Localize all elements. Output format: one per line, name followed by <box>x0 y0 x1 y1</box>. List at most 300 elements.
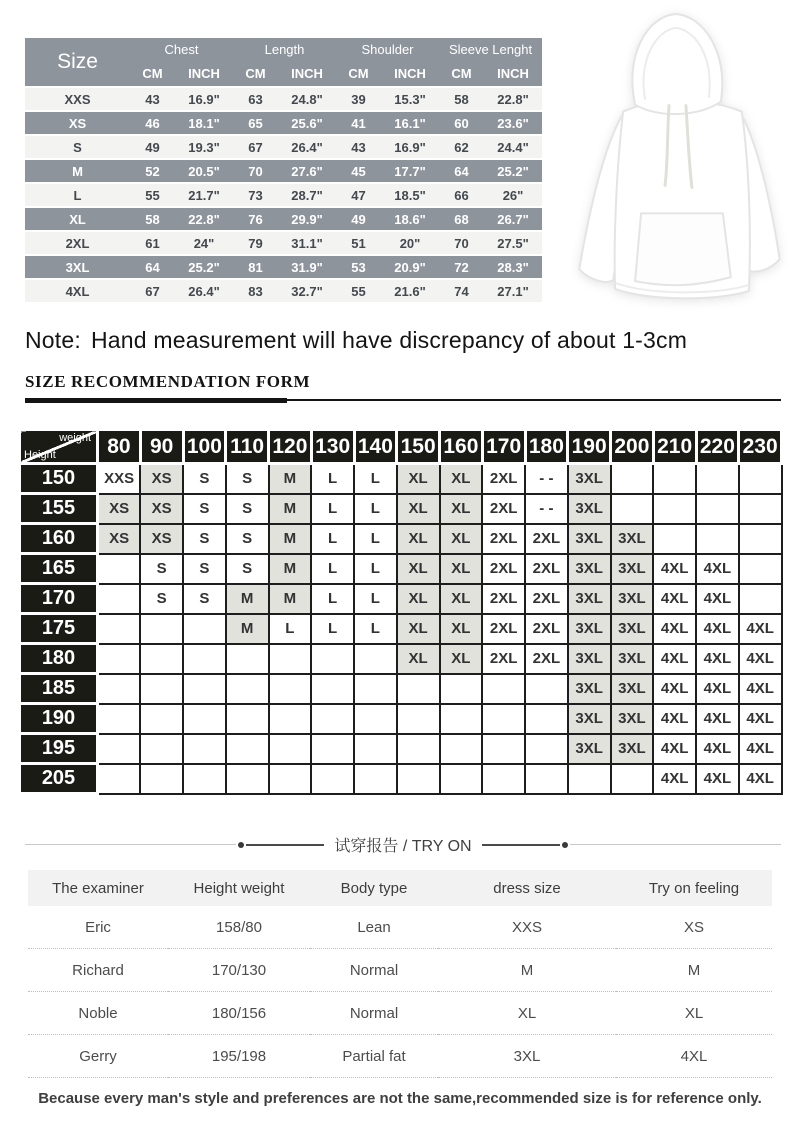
recommended-size-cell: M <box>269 584 312 614</box>
try-on-header-row <box>28 870 772 906</box>
recommended-size-cell <box>311 644 354 674</box>
recommended-size-cell <box>525 704 568 734</box>
note-label: Note: <box>25 327 81 353</box>
recommended-size-cell: XS <box>98 494 141 524</box>
size-label: M <box>25 159 130 183</box>
try-on-row <box>28 949 772 992</box>
recommended-size-cell: L <box>311 614 354 644</box>
weight-header: 170 <box>482 430 525 464</box>
grid-row <box>20 524 782 554</box>
height-header: 180 <box>20 644 98 674</box>
try-on-cell: XXS <box>438 906 616 949</box>
recommended-size-cell: L <box>354 464 397 494</box>
size-label: XXS <box>25 87 130 111</box>
recommended-size-cell <box>140 674 183 704</box>
recommended-size-cell <box>98 704 141 734</box>
measurement-cell: 18.6" <box>381 207 439 231</box>
unit-header: CM <box>336 60 381 87</box>
recommended-size-cell <box>397 734 440 764</box>
try-on-table <box>28 870 772 1078</box>
recommended-size-cell: 2XL <box>482 524 525 554</box>
recommended-size-cell: L <box>311 554 354 584</box>
recommended-size-cell: 2XL <box>482 464 525 494</box>
recommended-size-cell <box>140 704 183 734</box>
unit-header: CM <box>439 60 484 87</box>
recommended-size-cell <box>269 734 312 764</box>
measurement-cell: 67 <box>233 135 278 159</box>
recommended-size-cell: L <box>311 524 354 554</box>
size-row <box>25 183 542 207</box>
size-table-group-row <box>25 38 542 60</box>
try-on-cell: Richard <box>28 949 168 992</box>
recommended-size-cell <box>183 764 226 794</box>
recommended-size-cell: 2XL <box>525 524 568 554</box>
recommended-size-cell <box>140 764 183 794</box>
recommended-size-cell: M <box>226 584 269 614</box>
measurement-cell: 16.9" <box>381 135 439 159</box>
recommended-size-cell: XL <box>440 464 483 494</box>
measurement-cell: 18.5" <box>381 183 439 207</box>
recommended-size-cell: 2XL <box>525 584 568 614</box>
measurement-cell: 58 <box>439 87 484 111</box>
recommended-size-cell <box>183 734 226 764</box>
measurement-cell: 73 <box>233 183 278 207</box>
size-label: 4XL <box>25 279 130 303</box>
measurement-cell: 21.6" <box>381 279 439 303</box>
measurement-cell: 27.1" <box>484 279 542 303</box>
recommended-size-cell <box>482 704 525 734</box>
recommended-size-cell: 2XL <box>525 614 568 644</box>
recommended-size-cell <box>525 764 568 794</box>
recommended-size-cell: 2XL <box>525 644 568 674</box>
recommended-size-cell: L <box>269 614 312 644</box>
measurement-cell: 27.6" <box>278 159 336 183</box>
unit-header: INCH <box>381 60 439 87</box>
height-header: 170 <box>20 584 98 614</box>
recommended-size-cell <box>311 704 354 734</box>
recommended-size-cell <box>440 704 483 734</box>
measurement-cell: 53 <box>336 255 381 279</box>
measurement-cell: 46 <box>130 111 175 135</box>
recommended-size-cell: L <box>354 614 397 644</box>
measurement-cell: 24" <box>175 231 233 255</box>
recommendation-grid <box>18 428 783 795</box>
measurement-cell: 47 <box>336 183 381 207</box>
height-header: 160 <box>20 524 98 554</box>
recommended-size-cell <box>482 764 525 794</box>
recommended-size-cell: S <box>226 554 269 584</box>
recommended-size-cell: XXS <box>98 464 141 494</box>
hoodie-illustration <box>542 2 798 316</box>
recommended-size-cell: 3XL <box>568 704 611 734</box>
try-on-divider <box>25 833 781 856</box>
measurement-cell: 26" <box>484 183 542 207</box>
recommended-size-cell <box>440 674 483 704</box>
recommended-size-cell: M <box>269 554 312 584</box>
length-group-header: Length <box>233 38 336 60</box>
recommended-size-cell: 2XL <box>482 584 525 614</box>
recommended-size-cell: L <box>354 524 397 554</box>
height-header: 205 <box>20 764 98 794</box>
recommended-size-cell <box>226 674 269 704</box>
try-on-column-header: Try on feeling <box>616 870 772 906</box>
recommended-size-cell <box>269 764 312 794</box>
grid-row <box>20 554 782 584</box>
recommended-size-cell: - - <box>525 494 568 524</box>
height-header: 155 <box>20 494 98 524</box>
recommended-size-cell: 3XL <box>611 554 654 584</box>
recommended-size-cell: 3XL <box>568 674 611 704</box>
recommended-size-cell: 4XL <box>696 584 739 614</box>
unit-header: CM <box>233 60 278 87</box>
recommended-size-cell <box>611 464 654 494</box>
measurement-cell: 63 <box>233 87 278 111</box>
weight-header: 180 <box>525 430 568 464</box>
recommended-size-cell <box>354 644 397 674</box>
recommended-size-cell: XL <box>440 644 483 674</box>
try-on-column-header: The examiner <box>28 870 168 906</box>
recommended-size-cell <box>653 494 696 524</box>
recommended-size-cell <box>482 674 525 704</box>
recommended-size-cell: XS <box>140 524 183 554</box>
recommended-size-cell: 2XL <box>482 554 525 584</box>
grid-corner-cell <box>20 430 98 464</box>
recommended-size-cell: S <box>183 554 226 584</box>
measurement-cell: 26.7" <box>484 207 542 231</box>
recommended-size-cell: 3XL <box>568 554 611 584</box>
divider-line-left <box>25 844 236 845</box>
unit-header: CM <box>130 60 175 87</box>
recommended-size-cell <box>397 764 440 794</box>
measurement-cell: 26.4" <box>175 279 233 303</box>
recommended-size-cell: XL <box>440 524 483 554</box>
recommended-size-cell <box>739 464 782 494</box>
height-header: 150 <box>20 464 98 494</box>
recommendation-grid-body <box>20 464 782 794</box>
recommended-size-cell: 4XL <box>653 584 696 614</box>
measurement-cell: 15.3" <box>381 87 439 111</box>
size-row <box>25 111 542 135</box>
measurement-cell: 29.9" <box>278 207 336 231</box>
recommended-size-cell: 3XL <box>568 524 611 554</box>
recommended-size-cell <box>611 494 654 524</box>
recommended-size-cell: S <box>183 584 226 614</box>
recommended-size-cell <box>311 674 354 704</box>
recommended-size-cell <box>183 704 226 734</box>
measurement-cell: 31.1" <box>278 231 336 255</box>
try-on-row <box>28 992 772 1035</box>
try-on-cell: XS <box>616 906 772 949</box>
size-table <box>25 38 542 304</box>
recommended-size-cell: XS <box>140 464 183 494</box>
grid-row <box>20 674 782 704</box>
weight-header: 190 <box>568 430 611 464</box>
height-header: 195 <box>20 734 98 764</box>
size-table-body <box>25 87 542 303</box>
recommended-size-cell: M <box>269 494 312 524</box>
recommended-size-cell <box>98 644 141 674</box>
measurement-cell: 49 <box>130 135 175 159</box>
grid-row <box>20 644 782 674</box>
try-on-cell: Lean <box>310 906 438 949</box>
weight-header: 110 <box>226 430 269 464</box>
recommended-size-cell: 3XL <box>611 614 654 644</box>
recommended-size-cell <box>611 764 654 794</box>
recommended-size-cell: L <box>311 584 354 614</box>
recommended-size-cell: S <box>226 464 269 494</box>
recommended-size-cell: 4XL <box>696 644 739 674</box>
recommended-size-cell: XL <box>397 584 440 614</box>
size-label: 3XL <box>25 255 130 279</box>
measurement-cell: 60 <box>439 111 484 135</box>
measurement-cell: 17.7" <box>381 159 439 183</box>
recommended-size-cell: 4XL <box>696 614 739 644</box>
recommended-size-cell: 3XL <box>568 584 611 614</box>
recommended-size-cell <box>183 644 226 674</box>
measurement-cell: 65 <box>233 111 278 135</box>
try-on-body <box>28 906 772 1078</box>
recommended-size-cell: XL <box>397 494 440 524</box>
chest-group-header: Chest <box>130 38 233 60</box>
recommended-size-cell <box>98 674 141 704</box>
recommended-size-cell: S <box>140 554 183 584</box>
size-row <box>25 159 542 183</box>
heading-rule <box>25 397 781 403</box>
size-label: XL <box>25 207 130 231</box>
recommended-size-cell: 3XL <box>568 614 611 644</box>
recommended-size-cell: 4XL <box>653 704 696 734</box>
footer-disclaimer: Because every man's style and preferences are not the same,recommended size is for reference only. <box>38 1090 762 1107</box>
recommended-size-cell <box>140 644 183 674</box>
measurement-cell: 27.5" <box>484 231 542 255</box>
try-on-divider-label: 试穿报告 / TRY ON <box>334 838 472 855</box>
recommended-size-cell <box>739 494 782 524</box>
weight-header: 90 <box>140 430 183 464</box>
recommended-size-cell: S <box>183 524 226 554</box>
recommended-size-cell: XL <box>397 614 440 644</box>
try-on-cell: Normal <box>310 992 438 1035</box>
recommended-size-cell: XL <box>397 524 440 554</box>
recommended-size-cell: 3XL <box>611 734 654 764</box>
sleeve-group-header: Sleeve Lenght <box>439 38 542 60</box>
recommended-size-cell: 4XL <box>653 614 696 644</box>
size-row <box>25 279 542 303</box>
recommended-size-cell <box>98 584 141 614</box>
recommended-size-cell: XL <box>440 584 483 614</box>
corner-height-label: Height <box>24 449 56 461</box>
recommended-size-cell <box>696 494 739 524</box>
recommended-size-cell: L <box>311 494 354 524</box>
measurement-cell: 28.3" <box>484 255 542 279</box>
weight-header: 120 <box>269 430 312 464</box>
measurement-cell: 31.9" <box>278 255 336 279</box>
measurement-cell: 55 <box>336 279 381 303</box>
measurement-cell: 66 <box>439 183 484 207</box>
try-on-cell: 4XL <box>616 1035 772 1078</box>
recommended-size-cell: 4XL <box>739 764 782 794</box>
measurement-cell: 64 <box>130 255 175 279</box>
note-text: Hand measurement will have discrepancy of about 1-3cm <box>90 327 688 353</box>
grid-header-row <box>20 430 782 464</box>
recommended-size-cell: XS <box>98 524 141 554</box>
recommended-size-cell <box>269 674 312 704</box>
recommended-size-cell: 3XL <box>568 644 611 674</box>
recommended-size-cell <box>98 734 141 764</box>
recommended-size-cell: S <box>183 494 226 524</box>
measurement-cell: 25.6" <box>278 111 336 135</box>
try-on-cell: 195/198 <box>168 1035 310 1078</box>
product-photo-hoodie <box>542 2 798 318</box>
weight-header: 230 <box>739 430 782 464</box>
recommended-size-cell <box>311 734 354 764</box>
recommended-size-cell <box>98 554 141 584</box>
recommended-size-cell <box>354 674 397 704</box>
measurement-cell: 58 <box>130 207 175 231</box>
recommended-size-cell: XL <box>440 614 483 644</box>
measurement-cell: 20.5" <box>175 159 233 183</box>
grid-row <box>20 764 782 794</box>
try-on-column-header: Body type <box>310 870 438 906</box>
recommended-size-cell: 4XL <box>739 704 782 734</box>
try-on-cell: Eric <box>28 906 168 949</box>
size-row <box>25 87 542 111</box>
recommended-size-cell: 4XL <box>739 674 782 704</box>
recommended-size-cell: 2XL <box>482 494 525 524</box>
shoulder-group-header: Shoulder <box>336 38 439 60</box>
rule-thick-segment <box>25 398 287 403</box>
recommended-size-cell <box>140 734 183 764</box>
size-label: 2XL <box>25 231 130 255</box>
grid-row <box>20 734 782 764</box>
recommended-size-cell: L <box>354 584 397 614</box>
recommended-size-cell <box>354 734 397 764</box>
measurement-cell: 24.4" <box>484 135 542 159</box>
grid-row <box>20 614 782 644</box>
recommended-size-cell: S <box>140 584 183 614</box>
size-row <box>25 231 542 255</box>
recommended-size-cell: XS <box>140 494 183 524</box>
measurement-cell: 62 <box>439 135 484 159</box>
recommended-size-cell: 2XL <box>525 554 568 584</box>
recommended-size-cell: 3XL <box>568 734 611 764</box>
try-on-row <box>28 1035 772 1078</box>
recommended-size-cell <box>226 644 269 674</box>
recommended-size-cell <box>568 764 611 794</box>
recommended-size-cell: 4XL <box>696 554 739 584</box>
recommended-size-cell: M <box>269 524 312 554</box>
recommended-size-cell <box>739 584 782 614</box>
recommended-size-cell: 3XL <box>611 584 654 614</box>
measurement-cell: 74 <box>439 279 484 303</box>
unit-header: INCH <box>175 60 233 87</box>
measurement-cell: 61 <box>130 231 175 255</box>
recommended-size-cell: 4XL <box>696 734 739 764</box>
recommended-size-cell <box>397 674 440 704</box>
recommended-size-cell: 4XL <box>653 734 696 764</box>
size-recommendation-heading: SIZE RECOMMENDATION FORM <box>25 372 311 391</box>
recommended-size-cell: 4XL <box>653 554 696 584</box>
recommended-size-cell <box>739 554 782 584</box>
size-column-header: Size <box>25 38 130 87</box>
recommended-size-cell <box>311 764 354 794</box>
corner-weight-label: weight <box>59 432 91 444</box>
weight-header: 80 <box>98 430 141 464</box>
weight-header: 220 <box>696 430 739 464</box>
grid-row <box>20 494 782 524</box>
measurement-cell: 67 <box>130 279 175 303</box>
height-header: 165 <box>20 554 98 584</box>
measurement-cell: 18.1" <box>175 111 233 135</box>
rule-thin-segment <box>287 399 781 401</box>
weight-header: 200 <box>611 430 654 464</box>
height-header: 175 <box>20 614 98 644</box>
recommended-size-cell: L <box>354 494 397 524</box>
recommended-size-cell: 4XL <box>653 674 696 704</box>
recommended-size-cell: - - <box>525 464 568 494</box>
measurement-cell: 41 <box>336 111 381 135</box>
recommended-size-cell: 4XL <box>696 674 739 704</box>
unit-header: INCH <box>484 60 542 87</box>
recommended-size-cell: XL <box>440 494 483 524</box>
recommended-size-cell: 4XL <box>653 764 696 794</box>
measurement-cell: 64 <box>439 159 484 183</box>
measurement-cell: 55 <box>130 183 175 207</box>
size-row <box>25 255 542 279</box>
measurement-cell: 83 <box>233 279 278 303</box>
weight-header: 210 <box>653 430 696 464</box>
measurement-cell: 25.2" <box>484 159 542 183</box>
grid-row <box>20 464 782 494</box>
recommended-size-cell: 3XL <box>568 494 611 524</box>
recommended-size-cell <box>440 734 483 764</box>
measurement-cell: 81 <box>233 255 278 279</box>
recommended-size-cell <box>269 644 312 674</box>
recommended-size-cell <box>397 704 440 734</box>
try-on-column-header: dress size <box>438 870 616 906</box>
divider-segment-right <box>482 844 560 846</box>
measurement-cell: 79 <box>233 231 278 255</box>
recommended-size-cell: 4XL <box>739 614 782 644</box>
recommended-size-cell <box>183 614 226 644</box>
recommended-size-cell: 3XL <box>611 644 654 674</box>
try-on-cell: Noble <box>28 992 168 1035</box>
size-row <box>25 135 542 159</box>
recommended-size-cell: 2XL <box>482 614 525 644</box>
recommended-size-cell: 4XL <box>739 644 782 674</box>
measurement-cell: 52 <box>130 159 175 183</box>
recommended-size-cell: 4XL <box>696 704 739 734</box>
measurement-cell: 76 <box>233 207 278 231</box>
measurement-cell: 22.8" <box>484 87 542 111</box>
measurement-cell: 16.1" <box>381 111 439 135</box>
recommended-size-cell <box>696 464 739 494</box>
measurement-cell: 68 <box>439 207 484 231</box>
recommended-size-cell <box>98 764 141 794</box>
recommended-size-cell: 3XL <box>611 674 654 704</box>
recommended-size-cell: L <box>311 464 354 494</box>
divider-dot-left <box>238 842 244 848</box>
measurement-cell: 39 <box>336 87 381 111</box>
recommended-size-cell: XL <box>397 464 440 494</box>
grid-row <box>20 584 782 614</box>
recommended-size-cell <box>525 674 568 704</box>
recommended-size-cell: 4XL <box>739 734 782 764</box>
measurement-cell: 70 <box>439 231 484 255</box>
measurement-cell: 43 <box>336 135 381 159</box>
weight-header: 130 <box>311 430 354 464</box>
recommended-size-cell <box>98 614 141 644</box>
recommended-size-cell <box>653 464 696 494</box>
